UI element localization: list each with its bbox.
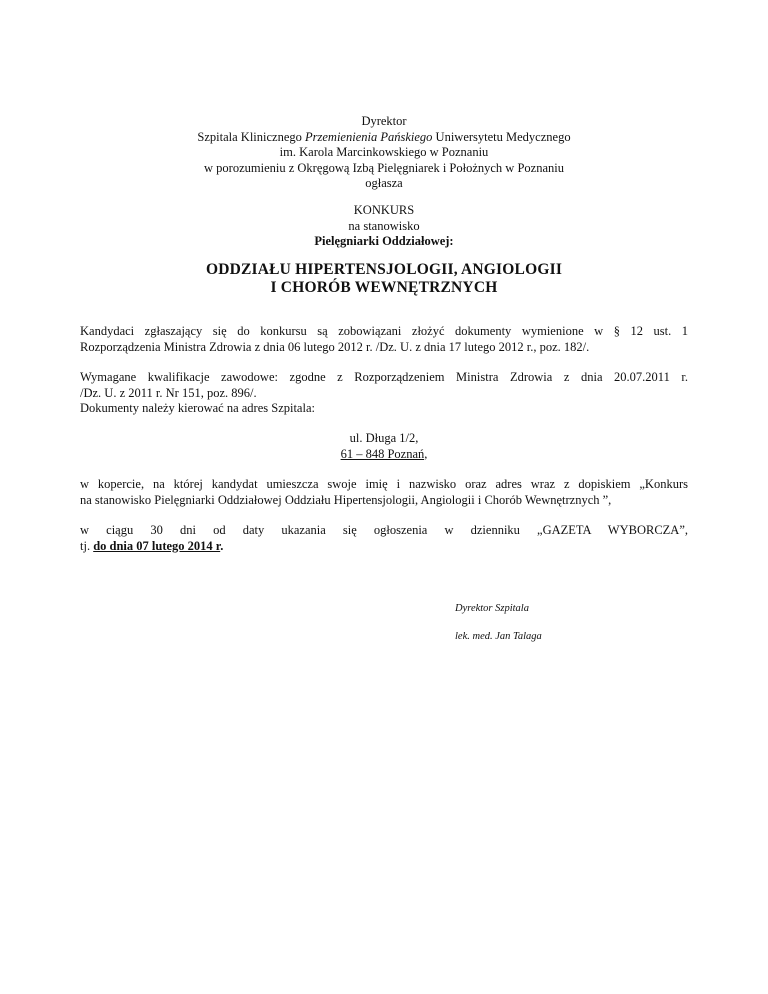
header-hospital-pre: Szpitala Klinicznego (197, 129, 306, 144)
paragraph-documents (80, 324, 688, 355)
paragraph-documents-line1: Kandydaci zgłaszający się do konkursu są zobowiązani złożyć dokumenty wymienione w § 12 ust. 1 (80, 324, 688, 338)
paragraph-qualifications (80, 370, 688, 417)
contest-position: Pielęgniarki Oddziałowej: (314, 234, 454, 248)
address-postcode: 61 – 848 Poznań, (340, 446, 428, 461)
deadline-suffix: . (220, 538, 224, 553)
header-director: Dyrektor (361, 114, 407, 128)
address-street: ul. Długa 1/2, (349, 431, 419, 445)
department-title (0, 261, 768, 297)
header-announces: ogłasza (365, 176, 403, 190)
paragraph-deadline-line2 (80, 539, 688, 555)
announcement-header (0, 114, 768, 192)
paragraph-submit-to: Dokumenty należy kierować na adres Szpitala: (80, 401, 315, 415)
paragraph-deadline (80, 523, 688, 554)
department-line2: I CHORÓB WEWNĘTRZNYCH (270, 279, 498, 296)
header-university: im. Karola Marcinkowskiego w Poznaniu (279, 145, 489, 159)
signature-name: lek. med. Jan Talaga (455, 631, 542, 642)
hospital-address (0, 431, 768, 462)
signature-title: Dyrektor Szpitala (455, 603, 529, 614)
deadline-date: do dnia 07 lutego 2014 r (93, 538, 221, 553)
paragraph-envelope-line1: w kopercie, na której kandydat umieszcza swoje imię i nazwisko oraz adres wraz z dopiskiem „Konkurs (80, 477, 688, 491)
paragraph-deadline-line1: w ciągu 30 dni od daty ukazania się ogłoszenia w dzienniku „GAZETA WYBORCZA”, (80, 523, 688, 537)
header-hospital (0, 130, 768, 146)
contest-block (0, 203, 768, 250)
paragraph-documents-line2: Rozporządzenia Ministra Zdrowia z dnia 06 lutego 2012 r. /Dz. U. z dnia 17 lutego 2012 r., poz. 182/. (80, 339, 590, 354)
paragraph-envelope (80, 477, 688, 508)
header-hospital-post: Uniwersytetu Medycznego (432, 129, 571, 144)
contest-subtitle: na stanowisko (348, 218, 420, 233)
department-line1: ODDZIAŁU HIPERTENSJOLOGII, ANGIOLOGII (205, 261, 563, 278)
paragraph-qualifications-line2: /Dz. U. z 2011 r. Nr 151, poz. 896/. (80, 385, 257, 400)
contest-title: KONKURS (353, 203, 415, 217)
paragraph-qualifications-line1: Wymagane kwalifikacje zawodowe: zgodne z Rozporządzeniem Ministra Zdrowia z dnia 20.07.2011 r. (80, 370, 688, 384)
paragraph-envelope-line2: na stanowisko Pielęgniarki Oddziałowej Oddziału Hipertensjologii, Angiologii i Chorób Wewnętrznych ”, (80, 492, 612, 507)
header-agreement: w porozumieniu z Okręgową Izbą Pielęgniarek i Położnych w Poznaniu (204, 160, 564, 175)
header-hospital-italic: Przemienienia Pańskiego (305, 129, 433, 144)
deadline-prefix: tj. (80, 538, 94, 553)
